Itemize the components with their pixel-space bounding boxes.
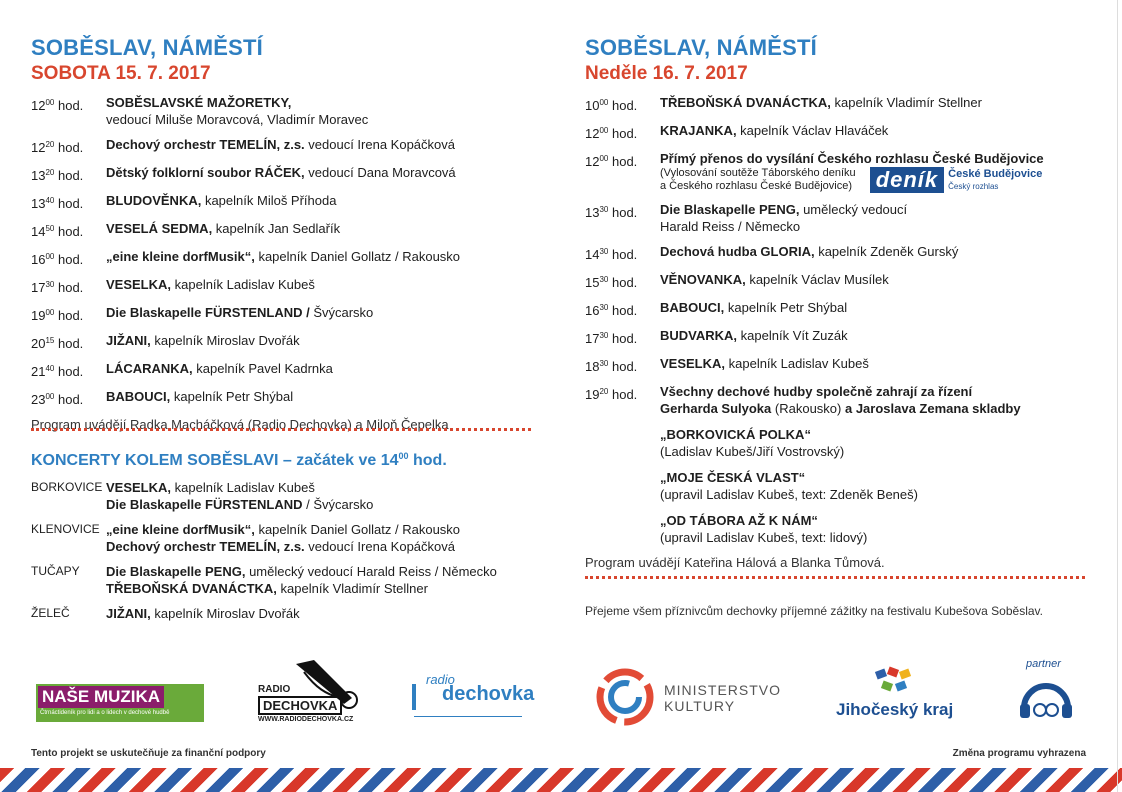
program-row [585, 243, 1100, 263]
time-label: $20^{15}$ hod. [31, 336, 84, 351]
program-desc: BABOUCI, kapelník Petr Shýbal [106, 389, 294, 404]
program-desc: VESELÁ SEDMA, kapelník Jan Sedlařík [106, 221, 341, 236]
program-row [31, 94, 551, 128]
finale-desc: Všechny dechové hudby společně zahrají za řízení Gerharda Sulyoka (Rakousko) a Jaroslava Zemana skladby „BORKOVICKÁ POLKA“ (Ladislav Kubeš/Jiří Vostrovský) „MOJE ČESKÁ VLAST“ (upravil Ladislav Kubeš, text: Zdeněk Beneš) „OD TÁBORA AŽ K NÁM“ (upravil Ladislav Kubeš, text: lidový) [660, 383, 1100, 546]
sunday-venue: SOBĚSLAV, NÁMĚSTÍ [585, 35, 817, 60]
radio-dechovka-2-logo: radio dechovka [412, 672, 522, 730]
program-row [31, 360, 551, 380]
band-name: BABOUCI, [660, 300, 725, 315]
band-name: BABOUCI, [106, 389, 171, 404]
band-name: BUDVARKA, [660, 328, 738, 343]
sunday-program [585, 94, 1100, 546]
concert-desc: JIŽANI, kapelník Miroslav Dvořák [106, 606, 300, 621]
concert-desc: Die Blaskapelle PENG, umělecký vedoucí Harald Reiss / Německo TŘEBOŇSKÁ DVANÁCTKA, kapelník Vladimír Stellner [106, 564, 497, 596]
time-label: $14^{50}$ hod. [31, 224, 84, 239]
time-label: $19^{20}$ hod. [585, 387, 638, 402]
concert-place: BORKOVICE [31, 480, 103, 494]
song-credits: (Ladislav Kubeš/Jiří Vostrovský) [660, 444, 845, 459]
song-item [660, 512, 1100, 546]
program-row [31, 332, 551, 352]
band-name: „eine kleine dorfMusik“, [106, 249, 255, 264]
time-label: $12^{00}$ hod. [585, 126, 638, 141]
kraj-emblem-icon [874, 666, 914, 694]
divider [585, 576, 1085, 579]
concert-place: TUČAPY [31, 564, 80, 578]
program-row [585, 201, 1100, 235]
saturday-note: Program uvádějí Radka Macháčková (Radio Dechovka) a Miloň Čepelka [31, 417, 449, 432]
time-label: $13^{40}$ hod. [31, 196, 84, 211]
program-row [31, 164, 551, 184]
program-desc: SOBĚSLAVSKÉ MAŽORETKY, vedoucí Miluše Moravcová, Vladimír Moravec [106, 95, 369, 127]
ministry-circle-icon [596, 668, 654, 726]
program-desc: VĚNOVANKA, kapelník Václav Musílek [660, 272, 889, 287]
time-label: $12^{00}$ hod. [585, 154, 638, 169]
program-row [585, 355, 1100, 375]
program-desc: BLUDOVĚNKA, kapelník Miloš Příhoda [106, 193, 337, 208]
headphones-icon [1016, 668, 1076, 724]
program-row [31, 136, 551, 156]
page-edge [1117, 0, 1118, 792]
time-label: $23^{00}$ hod. [31, 392, 84, 407]
song-title: „BORKOVICKÁ POLKA“ [660, 427, 811, 442]
concerts-list [31, 479, 551, 622]
program-row [585, 122, 1100, 142]
song-credits: (upravil Ladislav Kubeš, text: Zdeněk Beneš) [660, 487, 918, 502]
band-name: BLUDOVĚNKA, [106, 193, 202, 208]
nase-muzika-logo: NAŠE MUZIKA Čtrnáctideník pro lidi a o lidech v dechové hudbě [36, 684, 204, 722]
band-name: Dětský folklorní soubor RÁČEK, [106, 165, 305, 180]
wish-text: Přejeme všem příznivcům dechovky příjemné zážitky na festivalu Kubešova Soběslav. [585, 604, 1043, 618]
sunday-column [585, 34, 1100, 571]
sponsor-logos [0, 652, 1122, 732]
program-desc: VESELKA, kapelník Ladislav Kubeš [106, 277, 315, 292]
band-name: VESELKA, [106, 277, 172, 292]
concerts-section [31, 446, 551, 630]
concert-row [31, 521, 551, 555]
program-row [31, 192, 551, 212]
footer-change-notice: Změna programu vyhrazena [952, 748, 1086, 759]
time-label: $18^{30}$ hod. [585, 359, 638, 374]
airmail-stripe [0, 768, 1122, 792]
saturday-program [31, 94, 551, 408]
finale-row [585, 383, 1100, 546]
radio-dechovka-logo: RADIO DECHOVKA WWW.RADIODECHOVKA.CZ [256, 658, 362, 724]
program-desc: BUDVARKA, kapelník Vít Zuzák [660, 328, 848, 343]
program-desc: Die Blaskapelle FÜRSTENLAND / Švýcarsko [106, 305, 374, 320]
time-label: $16^{30}$ hod. [585, 303, 638, 318]
band-name: Dechový orchestr TEMELÍN, z.s. [106, 137, 305, 152]
program-row [31, 304, 551, 324]
band-name: JIŽANI, [106, 333, 151, 348]
song-item [660, 469, 1100, 503]
band-name: VESELÁ SEDMA, [106, 221, 213, 236]
song-title: „MOJE ČESKÁ VLAST“ [660, 470, 806, 485]
sunday-date: Neděle 16. 7. 2017 [585, 63, 748, 84]
broadcast-desc: Přímý přenos do vysílání Českého rozhlasu České Budějovice (Vylosování soutěže Táborského deníku a Českého rozhlasu České Budějovice) deník České Budějovice Český rozhlas [660, 151, 1044, 192]
time-label: $10^{00}$ hod. [585, 98, 638, 113]
time-label: $16^{00}$ hod. [31, 252, 84, 267]
concert-place: KLENOVICE [31, 522, 100, 536]
time-label: $12^{00}$ hod. [31, 98, 84, 113]
band-name: Die Blaskapelle PENG, [660, 202, 800, 217]
program-desc: Dechový orchestr TEMELÍN, z.s. vedoucí Irena Kopáčková [106, 137, 455, 152]
sunday-note: Program uvádějí Kateřina Hálová a Blanka Tůmová. [585, 555, 885, 570]
time-label: $12^{20}$ hod. [31, 140, 84, 155]
jihocesky-kraj-logo: Jihočeský kraj [834, 666, 974, 728]
program-row [31, 248, 551, 268]
program-desc: Die Blaskapelle PENG, umělecký vedoucí Harald Reiss / Německo [660, 202, 908, 234]
band-name: TŘEBOŇSKÁ DVANÁCTKA, [660, 95, 831, 110]
concert-desc: VESELKA, kapelník Ladislav Kubeš Die Blaskapelle FÜRSTENLAND / Švýcarsko [106, 480, 374, 512]
divider [31, 428, 531, 431]
partner-logo: partner [1012, 658, 1082, 724]
program-desc: Dětský folklorní soubor RÁČEK, vedoucí Dana Moravcová [106, 165, 456, 180]
program-desc: TŘEBOŇSKÁ DVANÁCTKA, kapelník Vladimír Stellner [660, 95, 982, 110]
program-row [31, 220, 551, 240]
program-desc: KRAJANKA, kapelník Václav Hlaváček [660, 123, 889, 138]
time-label: $19^{00}$ hod. [31, 308, 84, 323]
program-row [585, 299, 1100, 319]
program-row [31, 388, 551, 408]
concert-row [31, 563, 551, 597]
program-row [585, 327, 1100, 347]
saturday-date: SOBOTA 15. 7. 2017 [31, 63, 211, 84]
time-label: $13^{30}$ hod. [585, 205, 638, 220]
time-label: $17^{30}$ hod. [31, 280, 84, 295]
footer-support-text: Tento projekt se uskutečňuje za finanční podpory [31, 748, 266, 759]
program-desc: VESELKA, kapelník Ladislav Kubeš [660, 356, 869, 371]
band-name: KRAJANKA, [660, 123, 737, 138]
band-name: SOBĚSLAVSKÉ MAŽORETKY, [106, 95, 292, 110]
band-name: LÁCARANKA, [106, 361, 193, 376]
concert-place: ŽELEČ [31, 606, 70, 620]
denik-logo: deník České Budějovice Český rozhlas [870, 167, 1043, 193]
program-row [585, 94, 1100, 114]
concert-desc: „eine kleine dorfMusik“, kapelník Daniel Gollatz / Rakousko Dechový orchestr TEMELÍN, z.s. vedoucí Irena Kopáčková [106, 522, 461, 554]
time-label: $13^{20}$ hod. [31, 168, 84, 183]
saturday-column [31, 34, 551, 433]
band-name: VĚNOVANKA, [660, 272, 746, 287]
concert-row [31, 479, 551, 513]
program-desc: „eine kleine dorfMusik“, kapelník Daniel Gollatz / Rakousko [106, 249, 461, 264]
ministerstvo-kultury-logo: MINISTERSTVO KULTURY [596, 668, 796, 728]
program-row [31, 276, 551, 296]
saturday-venue: SOBĚSLAV, NÁMĚSTÍ [31, 35, 263, 60]
time-label: $17^{30}$ hod. [585, 331, 638, 346]
concert-row [31, 605, 551, 622]
broadcast-row [585, 150, 1100, 193]
program-desc: Dechová hudba GLORIA, kapelník Zdeněk Gurský [660, 244, 959, 259]
band-name: VESELKA, [660, 356, 726, 371]
time-label: $14^{30}$ hod. [585, 247, 638, 262]
song-title: „OD TÁBORA AŽ K NÁM“ [660, 513, 818, 528]
band-name: Die Blaskapelle FÜRSTENLAND / [106, 305, 310, 320]
program-desc: JIŽANI, kapelník Miroslav Dvořák [106, 333, 300, 348]
time-label: $15^{30}$ hod. [585, 275, 638, 290]
program-desc: BABOUCI, kapelník Petr Shýbal [660, 300, 848, 315]
song-item [660, 426, 1100, 460]
program-row [585, 271, 1100, 291]
song-credits: (upravil Ladislav Kubeš, text: lidový) [660, 530, 868, 545]
concerts-title: KONCERTY KOLEM SOBĚSLAVI – začátek ve $14^{00}$ hod. [31, 451, 447, 469]
program-desc: LÁCARANKA, kapelník Pavel Kadrnka [106, 361, 333, 376]
band-name: Dechová hudba GLORIA, [660, 244, 815, 259]
time-label: $21^{40}$ hod. [31, 364, 84, 379]
